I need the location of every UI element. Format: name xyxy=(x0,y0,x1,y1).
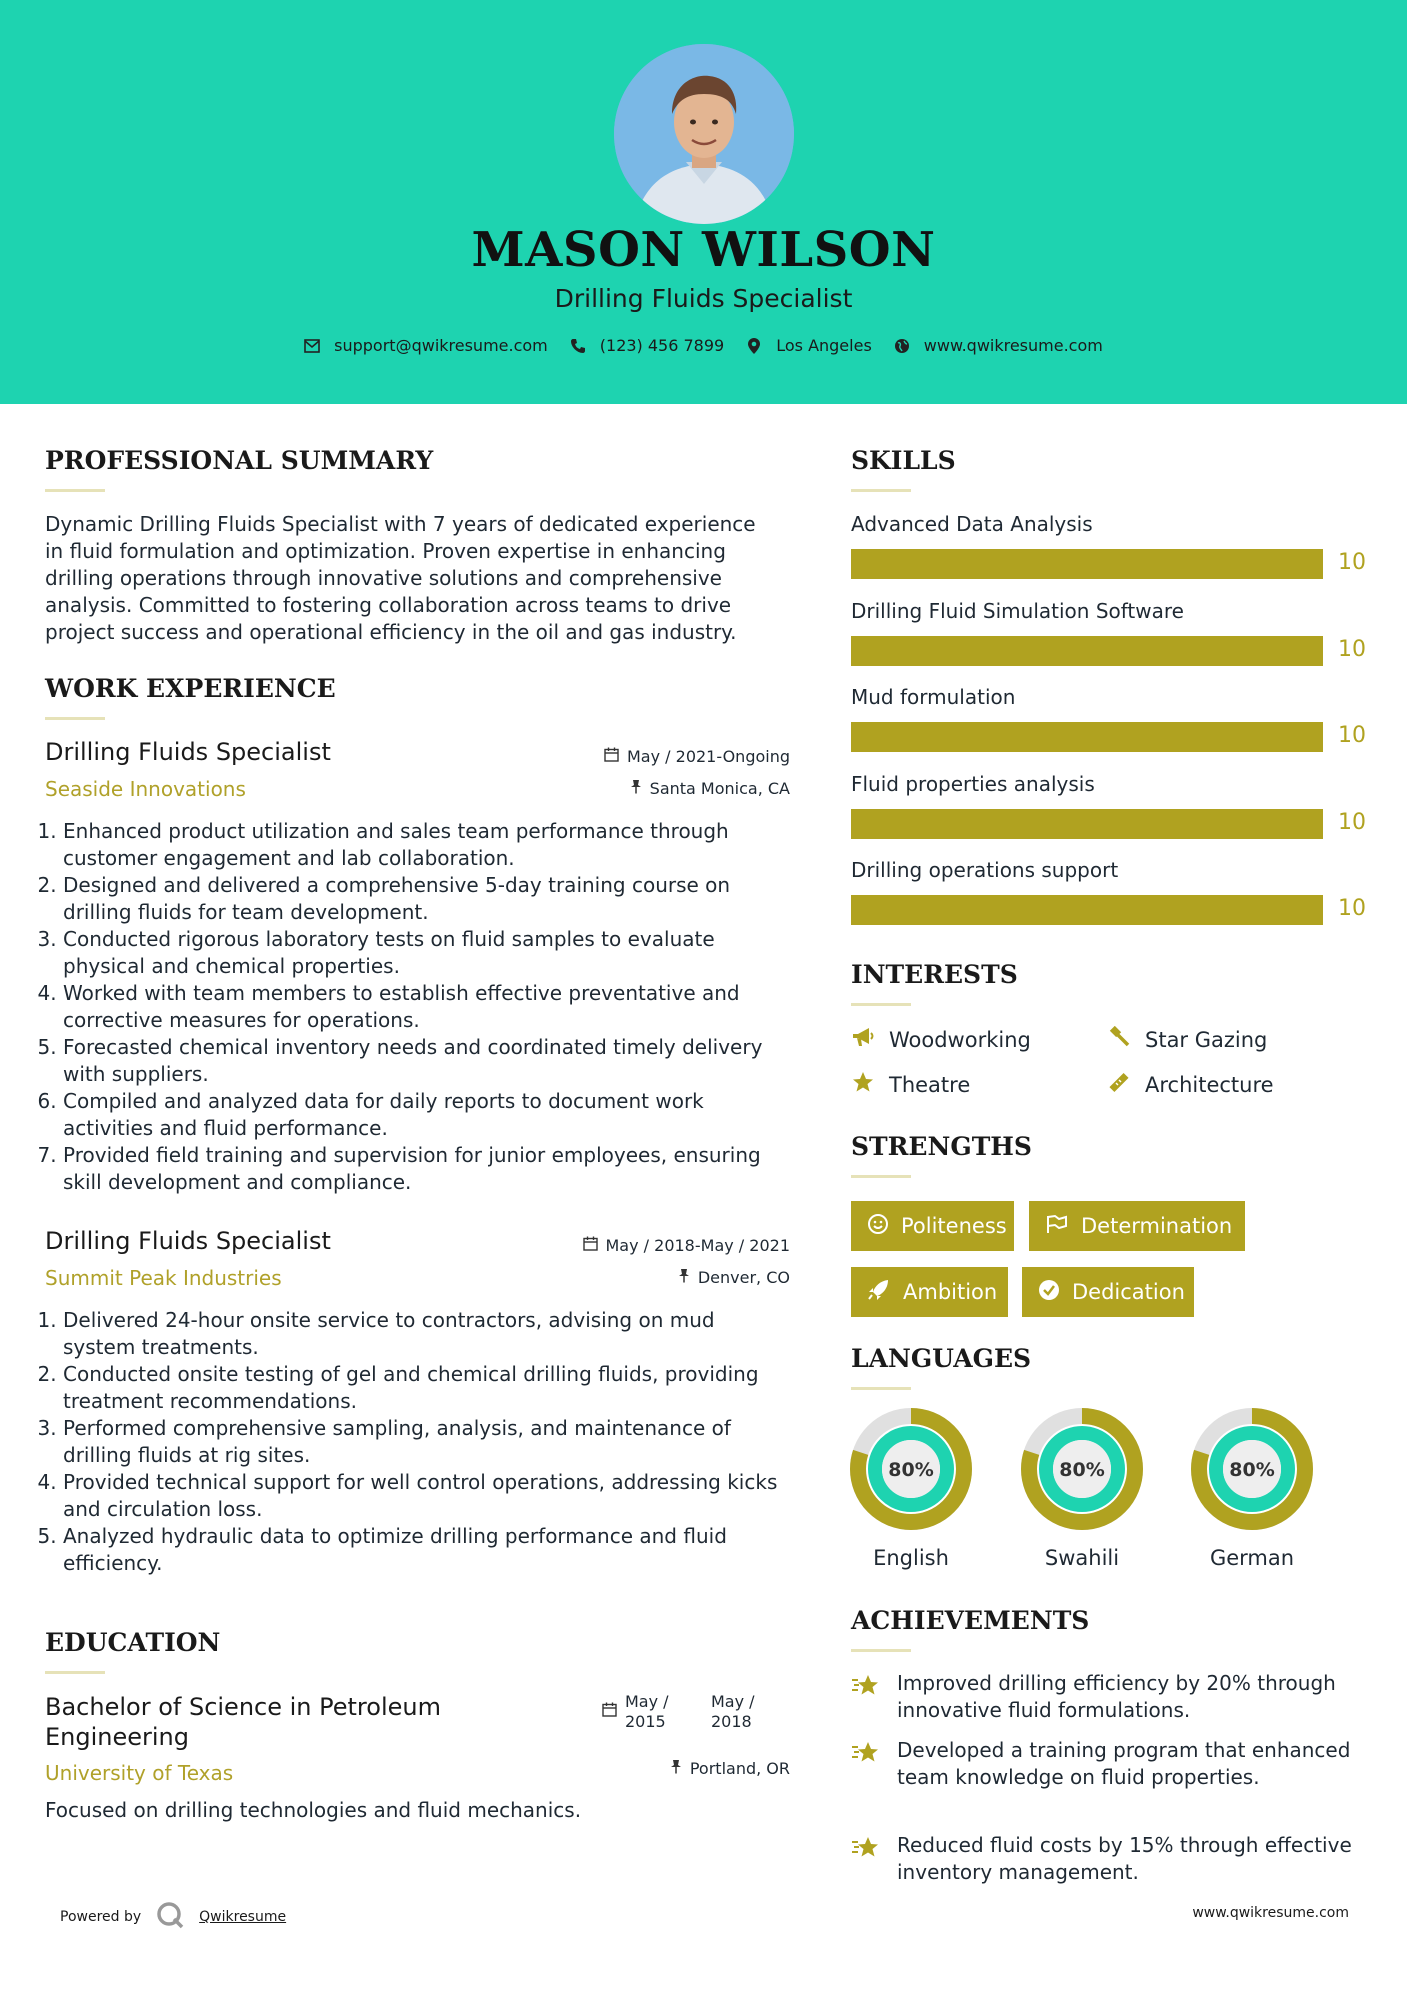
contact-bar xyxy=(0,336,1407,355)
pushpin-icon xyxy=(670,1759,682,1778)
award-star-icon xyxy=(851,1737,881,1791)
achievement-item xyxy=(851,1737,1371,1791)
job-title: Drilling Fluids Specialist xyxy=(45,1227,331,1255)
list-item: 6. Compiled and analyzed data for daily reports to document work activities and fluid performance. xyxy=(63,1088,790,1142)
job-location-text: Denver, CO xyxy=(697,1268,790,1287)
summary-line: in fluid formulation and optimization. Proven expertise in enhancing xyxy=(45,539,726,563)
experience-heading: WORK EXPERIENCE xyxy=(45,674,336,703)
job-company: Seaside Innovations xyxy=(45,777,246,801)
list-item: 5. Analyzed hydraulic data to optimize drilling performance and fluid efficiency. xyxy=(63,1523,790,1577)
skill-label: Drilling operations support xyxy=(851,858,1119,882)
website-text: www.qwikresume.com xyxy=(923,336,1103,355)
job-company: Summit Peak Industries xyxy=(45,1266,282,1290)
candidate-title: Drilling Fluids Specialist xyxy=(554,284,853,313)
calendar-icon xyxy=(583,1236,598,1255)
date-part: May / xyxy=(625,1692,669,1711)
date-part: May / xyxy=(711,1692,755,1711)
email-text: support@qwikresume.com xyxy=(334,336,548,355)
strength-chip xyxy=(851,1201,1014,1251)
skill-bar-track xyxy=(851,809,1323,839)
interests-heading: INTERESTS xyxy=(851,960,1018,989)
language-ring xyxy=(850,1408,972,1530)
envelope-icon xyxy=(304,338,320,354)
language-item xyxy=(1191,1408,1313,1570)
job-date-text: May / 2021-Ongoing xyxy=(627,747,790,766)
interest-item xyxy=(1107,1071,1274,1098)
rocket-icon xyxy=(867,1279,891,1306)
skill-score: 10 xyxy=(1338,723,1366,748)
job-date-text: May / 2018-May / 2021 xyxy=(605,1236,790,1255)
interest-item xyxy=(1107,1026,1267,1053)
skill-bar-track xyxy=(851,549,1323,579)
strength-chip xyxy=(1029,1201,1245,1251)
calendar-icon xyxy=(602,1702,617,1722)
degree-line: Bachelor of Science in Petroleum xyxy=(45,1693,441,1721)
skill-score: 10 xyxy=(1338,636,1366,662)
footer-branding xyxy=(60,1900,286,1934)
strength-label: Ambition xyxy=(903,1280,998,1304)
language-ring xyxy=(1021,1408,1143,1530)
skill-bar-track xyxy=(851,895,1323,925)
degree-line: Engineering xyxy=(45,1723,189,1751)
education-dates xyxy=(602,1692,755,1732)
footer-site[interactable]: www.qwikresume.com xyxy=(1192,1905,1349,1921)
skill-label: Drilling Fluid Simulation Software xyxy=(851,598,1184,623)
check-circle-icon xyxy=(1038,1279,1060,1306)
phone-icon xyxy=(570,338,586,354)
summary-underline xyxy=(45,489,105,492)
degree-title xyxy=(45,1692,441,1752)
contact-email[interactable] xyxy=(304,336,548,355)
location-text: Los Angeles xyxy=(776,336,872,355)
education-location xyxy=(670,1759,790,1778)
qwikresume-logo-icon xyxy=(155,1900,185,1934)
job-location xyxy=(678,1268,790,1287)
skill-label: Mud formulation xyxy=(851,685,1016,709)
language-percent: 80% xyxy=(888,1459,934,1481)
language-item xyxy=(1021,1408,1143,1570)
interest-label: Woodworking xyxy=(889,1027,1031,1052)
job-location-text: Santa Monica, CA xyxy=(649,779,790,798)
job-date xyxy=(583,1236,791,1255)
ruler-pencil-icon xyxy=(1107,1071,1131,1098)
skills-heading: SKILLS xyxy=(851,446,956,475)
list-item: 3. Performed comprehensive sampling, analysis, and maintenance of drilling fluids at rig sites. xyxy=(63,1415,790,1469)
list-item: 4. Provided technical support for well control operations, addressing kicks and circulation loss. xyxy=(63,1469,790,1523)
award-star-icon xyxy=(851,1670,881,1724)
achievement-item xyxy=(851,1832,1371,1886)
list-item: 5. Forecasted chemical inventory needs and coordinated timely delivery with suppliers. xyxy=(63,1034,790,1088)
skill-bar-fill xyxy=(851,722,1323,752)
education-heading: EDUCATION xyxy=(45,1628,221,1657)
skill-bar-fill xyxy=(851,809,1323,839)
achievement-text: Developed a training program that enhanced team knowledge on fluid properties. xyxy=(897,1738,1351,1789)
phone-text: (123) 456 7899 xyxy=(599,336,725,355)
achievement-text: Reduced fluid costs by 15% through effective inventory management. xyxy=(897,1833,1352,1884)
contact-location xyxy=(746,336,872,355)
calendar-icon xyxy=(604,747,619,766)
education-description: Focused on drilling technologies and fluid mechanics. xyxy=(45,1798,582,1822)
summary-heading: PROFESSIONAL SUMMARY xyxy=(45,446,434,475)
flag-icon xyxy=(1045,1213,1069,1240)
pushpin-icon xyxy=(630,779,642,798)
skill-score: 10 xyxy=(1338,896,1366,921)
interest-item xyxy=(851,1026,1031,1053)
education-underline xyxy=(45,1671,105,1674)
list-item: 7. Provided field training and supervision for junior employees, ensuring skill development and compliance. xyxy=(63,1142,790,1196)
pushpin-icon xyxy=(678,1268,690,1287)
brand-link[interactable]: Qwikresume xyxy=(199,1909,287,1925)
skill-label: Advanced Data Analysis xyxy=(851,512,1093,536)
interest-label: Theatre xyxy=(889,1072,971,1097)
interest-label: Star Gazing xyxy=(1145,1027,1268,1052)
strength-label: Politeness xyxy=(901,1214,1007,1238)
skill-bar-fill xyxy=(851,549,1323,579)
contact-phone[interactable] xyxy=(570,336,724,355)
star-icon xyxy=(851,1071,875,1098)
language-name: Swahili xyxy=(1044,1546,1120,1570)
skill-bar-fill xyxy=(851,636,1323,666)
achievement-text: Improved drilling efficiency by 20% through innovative fluid formulations. xyxy=(897,1671,1336,1722)
summary-text xyxy=(45,511,805,646)
languages-underline xyxy=(851,1387,911,1390)
list-item: 3. Conducted rigorous laboratory tests on fluid samples to evaluate physical and chemical properties. xyxy=(63,926,790,980)
summary-line: project success and operational efficiency in the oil and gas industry. xyxy=(45,620,737,644)
job-date xyxy=(604,747,790,766)
skill-label: Fluid properties analysis xyxy=(851,771,1095,796)
education-start-date xyxy=(625,1692,703,1732)
achievements-underline xyxy=(851,1649,911,1652)
language-ring xyxy=(1191,1408,1313,1530)
summary-line: Dynamic Drilling Fluids Specialist with 7 years of dedicated experience xyxy=(45,512,756,536)
list-item: 2. Conducted onsite testing of gel and chemical drilling fluids, providing treatment recommendations. xyxy=(63,1361,790,1415)
job-title: Drilling Fluids Specialist xyxy=(45,738,331,766)
award-star-icon xyxy=(851,1832,881,1886)
megaphone-icon xyxy=(851,1026,875,1053)
map-pin-icon xyxy=(746,338,762,354)
strength-label: Determination xyxy=(1081,1214,1233,1238)
achievement-item xyxy=(851,1670,1371,1724)
skill-bar-track xyxy=(851,722,1323,752)
summary-line: drilling operations through innovative solutions and comprehensive xyxy=(45,566,722,590)
candidate-name: MASON WILSON xyxy=(471,222,936,278)
interests-underline xyxy=(851,1003,911,1006)
strength-label: Dedication xyxy=(1072,1280,1185,1304)
skill-bar-track xyxy=(851,636,1323,666)
strengths-underline xyxy=(851,1175,911,1178)
education-location-text: Portland, OR xyxy=(689,1759,790,1778)
strengths-heading: STRENGTHS xyxy=(851,1132,1032,1161)
powered-by-text: Powered by xyxy=(60,1909,142,1925)
list-item: 4. Worked with team members to establish effective preventative and corrective measures for operations. xyxy=(63,980,790,1034)
skill-bar-fill xyxy=(851,895,1323,925)
job-bullets xyxy=(45,1307,790,1577)
school-name: University of Texas xyxy=(45,1761,234,1785)
languages-heading: LANGUAGES xyxy=(851,1344,1032,1373)
person-portrait-icon xyxy=(614,44,794,224)
gavel-icon xyxy=(1107,1026,1131,1053)
language-name: German xyxy=(1209,1546,1295,1570)
interest-label: Architecture xyxy=(1145,1072,1274,1097)
date-part: 2018 xyxy=(711,1712,752,1731)
experience-underline xyxy=(45,717,105,720)
language-name: English xyxy=(873,1546,949,1570)
header-banner xyxy=(0,0,1407,404)
summary-line: analysis. Committed to fostering collaboration across teams to drive xyxy=(45,593,732,617)
achievements-heading: ACHIEVEMENTS xyxy=(851,1606,1090,1635)
education-end-date xyxy=(711,1692,755,1732)
list-item: 2. Designed and delivered a comprehensive 5-day training course on drilling fluids for team development. xyxy=(63,872,790,926)
list-item: 1. Enhanced product utilization and sales team performance through customer engagement and lab collaboration. xyxy=(63,818,790,872)
date-part: 2015 xyxy=(625,1712,666,1731)
language-percent: 80% xyxy=(1229,1459,1275,1481)
interest-item xyxy=(851,1071,970,1098)
job-bullets xyxy=(45,818,790,1196)
skill-score: 10 xyxy=(1338,550,1366,575)
language-item xyxy=(850,1408,972,1570)
contact-website[interactable] xyxy=(894,336,1103,355)
list-item: 1. Delivered 24-hour onsite service to contractors, advising on mud system treatments. xyxy=(63,1307,790,1361)
strength-chip xyxy=(1022,1267,1194,1317)
strength-chip xyxy=(851,1267,1008,1317)
skills-underline xyxy=(851,489,911,492)
smiley-icon xyxy=(867,1213,889,1240)
profile-photo xyxy=(614,44,794,224)
skill-score: 10 xyxy=(1338,809,1366,835)
language-percent: 80% xyxy=(1059,1459,1105,1481)
job-location xyxy=(630,779,790,798)
globe-icon xyxy=(894,338,910,354)
